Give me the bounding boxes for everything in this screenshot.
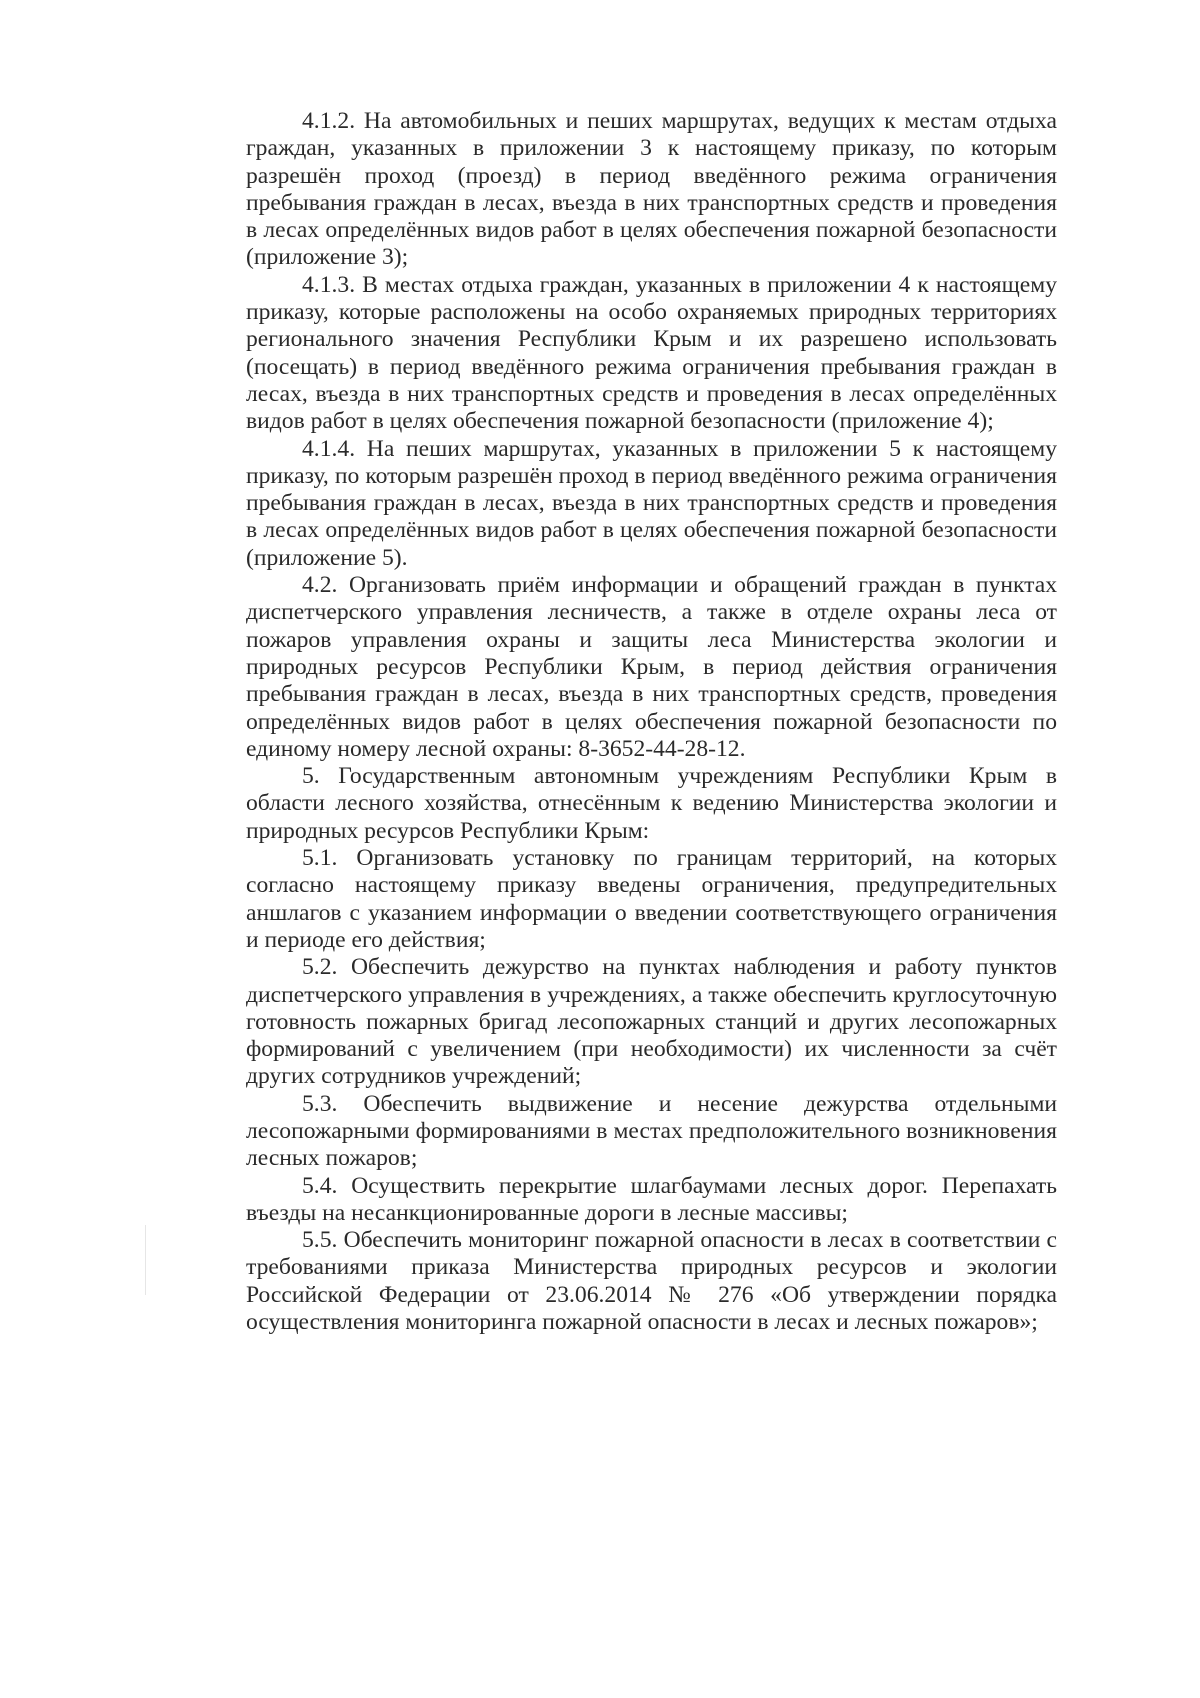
- paragraph-4-2: 4.2. Организовать приём информации и обращений граждан в пунктах диспетчерского управления лесничеств, а также в отделе охраны леса от пожаров управления охраны и защиты леса Министерства экологии и природных ресурсов Республики Крым, в период действия ограничения пребывания граждан в лесах, въезда в них транспортных средств, проведения определённых видов работ в целях обеспечения пожарной безопасности по единому номеру лесной охраны: 8-3652-44-28-12.: [246, 572, 1057, 762]
- paragraph-4-1-3: 4.1.3. В местах отдыха граждан, указанных в приложении 4 к настоящему приказу, которые расположены на особо охраняемых природных территориях регионального значения Республики Крым и их разрешено использовать (посещать) в период введённого режима ограничения пребывания граждан в лесах, въезда в них транспортных средств и проведения в лесах определённых видов работ в целях обеспечения пожарной безопасности (приложение 4);: [246, 271, 1057, 435]
- paragraph-5-2: 5.2. Обеспечить дежурство на пунктах наблюдения и работу пунктов диспетчерского управления в учреждениях, а также обеспечить круглосуточную готовность пожарных бригад лесопожарных станций и других лесопожарных формирований с увеличением (при необходимости) их численности за счёт других сотрудников учреждений;: [246, 954, 1057, 1090]
- paragraph-4-1-2: 4.1.2. На автомобильных и пеших маршрутах, ведущих к местам отдыха граждан, указанных в приложении 3 к настоящему приказу, по которым разрешён проход (проезд) в период введённого режима ограничения пребывания граждан в лесах, въезда в них транспортных средств и проведения в лесах определённых видов работ в целях обеспечения пожарной безопасности (приложение 3);: [246, 108, 1057, 271]
- paragraph-5-4: 5.4. Осуществить перекрытие шлагбаумами лесных дорог. Перепахать въезды на несанкционированные дороги в лесные массивы;: [246, 1172, 1057, 1226]
- paragraph-5-3: 5.3. Обеспечить выдвижение и несение дежурства отдельными лесопожарными формированиями в местах предположительного возникновения лесных пожаров;: [246, 1090, 1057, 1172]
- paragraph-4-1-4: 4.1.4. На пеших маршрутах, указанных в приложении 5 к настоящему приказу, по которым разрешён проход в период введённого режима ограничения пребывания граждан в лесах, въезда в них транспортных средств и проведения в лесах определённых видов работ в целях обеспечения пожарной безопасности (приложение 5).: [246, 435, 1057, 571]
- document-body: [246, 108, 1057, 1336]
- scan-margin-mark: [145, 1225, 146, 1295]
- paragraph-5: 5. Государственным автономным учреждениям Республики Крым в области лесного хозяйства, отнесённым к ведению Министерства экологии и природных ресурсов Республики Крым:: [246, 763, 1057, 844]
- paragraph-5-1: 5.1. Организовать установку по границам территорий, на которых согласно настоящему приказу введены ограничения, предупредительных аншлагов с указанием информации о введении соответствующего ограничения и периоде его действия;: [246, 845, 1057, 953]
- paragraph-5-5: 5.5. Обеспечить мониторинг пожарной опасности в лесах в соответствии с требованиями приказа Министерства природных ресурсов и экологии Российской Федерации от 23.06.2014 № 276 «Об утверждении порядка осуществления мониторинга пожарной опасности в лесах и лесных пожаров»;: [246, 1227, 1057, 1336]
